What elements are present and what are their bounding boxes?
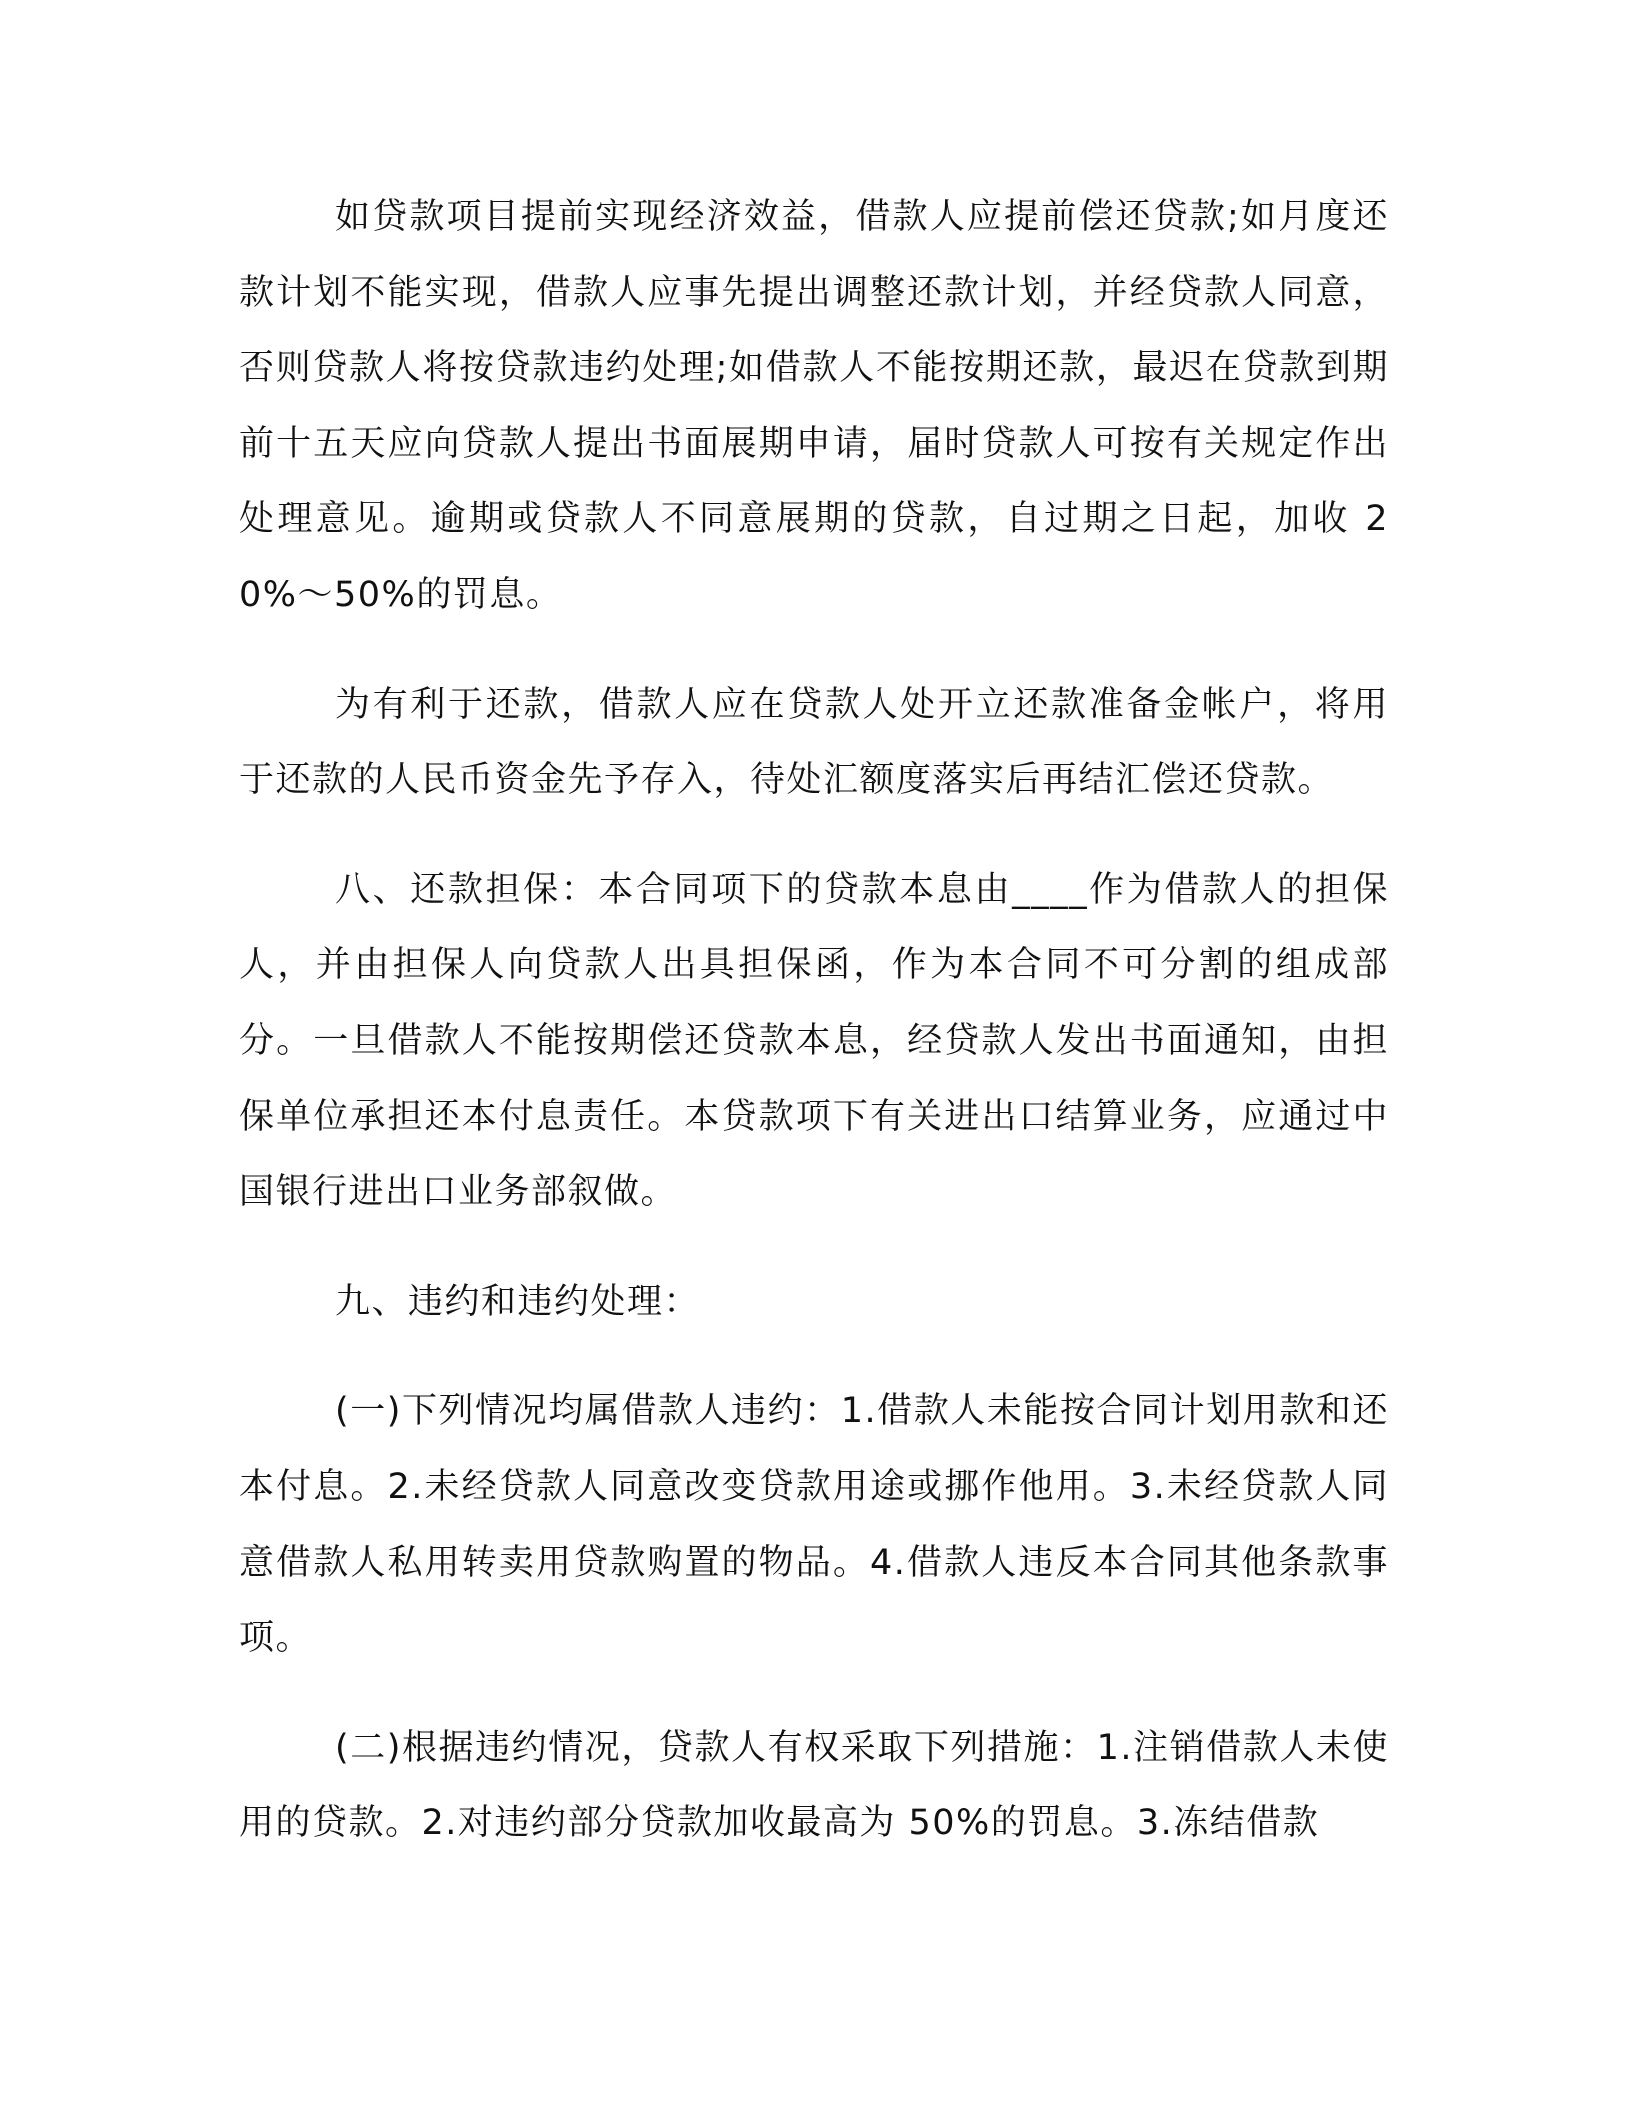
paragraph-gap <box>239 634 1389 668</box>
paragraph-default-cases: (一)下列情况均属借款人违约：1.借款人未能按合同计划用款和还本付息。2.未经贷款人同意改变贷款用途或挪作他用。3.未经贷款人同意借款人私用转卖用贷款购置的物品。4.借款人违反本合同其他条款事项。 <box>239 1391 1389 1659</box>
paragraph-gap <box>239 1677 1389 1711</box>
paragraph-early-repayment: 如贷款项目提前实现经济效益，借款人应提前偿还贷款;如月度还款计划不能实现，借款人应事先提出调整还款计划，并经贷款人同意，否则贷款人将按贷款违约处理;如借款人不能按期还款，最迟在贷款到期前十五天应向贷款人提出书面展期申请，届时贷款人可按有关规定作出处理意见。逾期或贷款人不同意展期的贷款，自过期之日起，加收 20%～50%的罚息。 <box>239 197 1389 615</box>
paragraph-reserve-account: 为有利于还款，借款人应在贷款人处开立还款准备金帐户，将用于还款的人民币资金先予存入，待处汇额度落实后再结汇偿还贷款。 <box>239 684 1389 801</box>
paragraph-gap <box>239 1231 1389 1265</box>
paragraph-repayment-guarantee: 八、还款担保：本合同项下的贷款本息由____作为借款人的担保人，并由担保人向贷款人出具担保函，作为本合同不可分割的组成部分。一旦借款人不能按期偿还贷款本息，经贷款人发出书面通知，由担保单位承担还本付息责任。本贷款项下有关进出口结算业务，应通过中国银行进出口业务部叙做。 <box>239 869 1389 1213</box>
paragraph-gap <box>239 1340 1389 1374</box>
document-body <box>239 180 1389 1862</box>
paragraph-default-measures: (二)根据违约情况，贷款人有权采取下列措施：1.注销借款人未使用的贷款。2.对违约部分贷款加收最高为 50%的罚息。3.冻结借款 <box>239 1727 1389 1844</box>
paragraph-gap <box>239 819 1389 853</box>
section-heading-default: 九、违约和违约处理： <box>335 1281 701 1322</box>
